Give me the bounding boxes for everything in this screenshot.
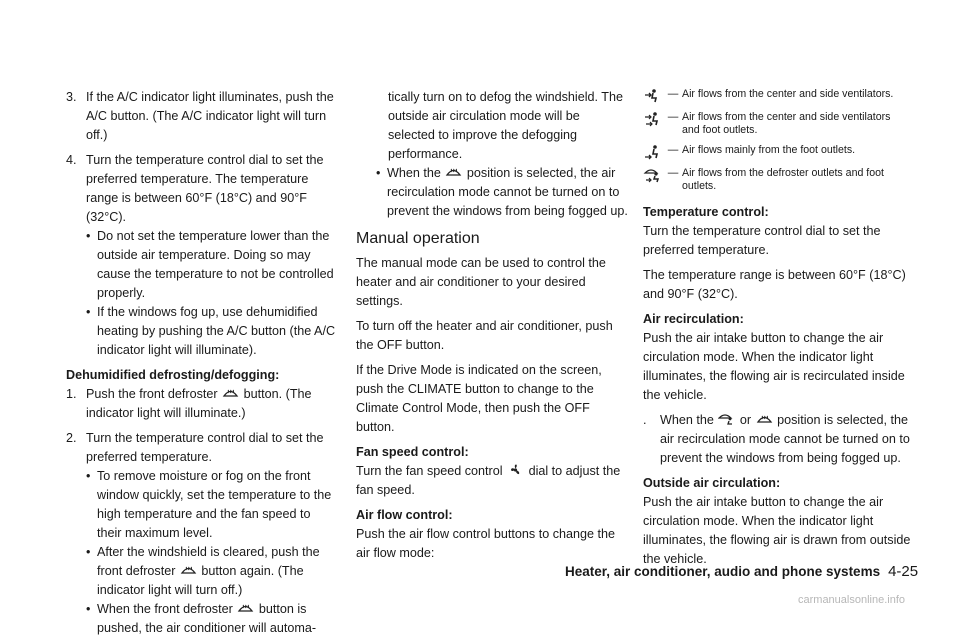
temperature-heading: Temperature control: <box>643 205 769 219</box>
defroster-icon <box>756 412 773 426</box>
air-flow-heading: Air flow control: <box>356 508 453 522</box>
paragraph: The temperature range is between 60°F (18°C) and 90°F (32°C). <box>643 268 906 301</box>
step-text: If the A/C indicator light illuminates, push the A/C button. (The A/C indicator light will turn off.) <box>86 90 334 142</box>
defroster-icon <box>222 386 239 400</box>
bilevel-airflow-icon <box>643 111 664 127</box>
step-2 <box>66 429 338 467</box>
airflow-mode-text: Air flows from the defroster outlets and foot outlets. <box>682 167 884 192</box>
defroster-icon <box>180 563 197 577</box>
paragraph: To turn off the heater and air conditioner, push the OFF button. <box>356 319 613 352</box>
column-3 <box>643 88 911 575</box>
column-1 <box>66 88 338 638</box>
step-3 <box>66 88 338 145</box>
column-2 <box>356 88 630 569</box>
bullet-item: • When the position is selected, the air recirculation mode cannot be turned on to prevent the windows from being fogged up. <box>376 166 628 218</box>
defroster-icon <box>237 601 254 615</box>
step-1 <box>66 385 338 423</box>
watermark: carmanualsonline.info <box>798 594 906 606</box>
bullet-text: When the <box>387 166 441 180</box>
foot-airflow-icon <box>643 144 664 160</box>
recirculation-heading: Air recirculation: <box>643 312 744 326</box>
airflow-mode-text: Air flows mainly from the foot outlets. <box>682 144 856 156</box>
paragraph: Turn the temperature control dial to set the preferred temperature. <box>643 224 881 257</box>
continued-text: tically turn on to defog the windshield. The outside air circulation mode will be selected to improve the defogging performance. <box>388 90 623 161</box>
step-number: 4. <box>66 153 77 167</box>
bullet-item: • After the windshield is cleared, push the front defroster button again. (The indicator light will turn off.) <box>86 545 320 597</box>
fan-speed-heading: Fan speed control: <box>356 445 469 459</box>
step-number: 1. <box>66 387 77 401</box>
airflow-mode-text: Air flows from the center and side ventilators and foot outlets. <box>682 111 891 136</box>
bullet-text: When the front defroster <box>97 602 233 616</box>
step-number: 3. <box>66 90 77 104</box>
bullet-item: • To remove moisture or fog on the front window quickly, set the temperature to the high temperature and the fan speed to their maximum level. <box>86 467 338 543</box>
step-text: Turn the temperature control dial to set the preferred temperature. <box>86 431 324 464</box>
airflow-mode-item: — Air flows mainly from the foot outlets. <box>643 144 911 160</box>
airflow-mode-item: — Air flows from the center and side ventilators and foot outlets. <box>643 111 911 137</box>
paragraph: The manual mode can be used to control the heater and air conditioner to your desired settings. <box>356 256 606 308</box>
bullet-text: button is pushed, the air conditioner will automa- <box>97 602 317 635</box>
step-text: button. (The indicator light will illuminate.) <box>86 387 312 420</box>
paragraph: Push the air intake button to change the air circulation mode. When the indicator light illuminates, the flowing air is recirculated inside the vehicle. <box>643 331 905 402</box>
vent-airflow-icon <box>643 88 664 104</box>
defrost-foot-airflow-icon <box>643 167 664 183</box>
paragraph: Push the air intake button to change the air circulation mode. When the indicator light illuminates, the flowing air is drawn from outside the vehicle. <box>643 495 911 566</box>
paragraph: Turn the fan speed control dial to adjust the fan speed. <box>356 464 621 497</box>
bullet-text: After the windshield is cleared, push the front defroster <box>97 545 320 578</box>
step-4 <box>66 151 338 227</box>
bullet-text: button again. (The indicator light will turn off.) <box>97 564 304 597</box>
airflow-mode-item: — Air flows from the defroster outlets and foot outlets. <box>643 167 911 193</box>
airflow-mode-text: Air flows from the center and side ventilators. <box>682 88 894 100</box>
dehumidified-heading: Dehumidified defrosting/defogging: <box>66 368 280 382</box>
bullet-text: If the windows fog up, use dehumidified heating by pushing the A/C button (the A/C indicator light will illuminate). <box>97 305 336 357</box>
page-footer <box>565 563 918 580</box>
fan-icon <box>507 463 524 477</box>
bullet-text: Do not set the temperature lower than the outside air temperature. Doing so may cause the temperature to not be controlled properly. <box>97 229 334 300</box>
section-title: Manual operation <box>356 230 480 247</box>
page-number: 4-25 <box>888 563 919 580</box>
bullet-item: • Do not set the temperature lower than the outside air temperature. Doing so may cause the temperature to not be controlled properly. <box>86 227 338 303</box>
step-text: Push the front defroster <box>86 387 218 401</box>
airflow-mode-item: — Air flows from the center and side ventilators. <box>643 88 911 104</box>
footer-section-title: Heater, air conditioner, audio and phone systems <box>565 564 881 579</box>
bullet-text: To remove moisture or fog on the front window quickly, set the temperature to the high temperature and the fan speed to their maximum level. <box>97 469 332 540</box>
paragraph: Push the air flow control buttons to change the air flow mode: <box>356 527 616 560</box>
bullet-item: • If the windows fog up, use dehumidified heating by pushing the A/C button (the A/C indicator light will illuminate). <box>86 303 338 360</box>
defrost-foot-airflow-icon <box>718 412 735 426</box>
step-text: Turn the temperature control dial to set the preferred temperature. The temperature range is between 60°F (18°C) and 90°F (32°C). <box>86 153 324 224</box>
bullet-text: position is selected, the air recirculation mode cannot be turned on to prevent the windows from being fogged up. <box>387 166 628 218</box>
step-number: 2. <box>66 431 77 445</box>
defroster-icon <box>445 165 462 179</box>
bullet-item: • When the front defroster button is pushed, the air conditioner will automa- <box>86 602 317 635</box>
paragraph: If the Drive Mode is indicated on the screen, push the CLIMATE button to change to the Climate Control Mode, then push the OFF button. <box>356 363 602 434</box>
outside-air-heading: Outside air circulation: <box>643 476 781 490</box>
bullet-item: . When the or position is selected, the air recirculation mode cannot be turned on to prevent the windows from being fogged up. <box>643 413 910 465</box>
